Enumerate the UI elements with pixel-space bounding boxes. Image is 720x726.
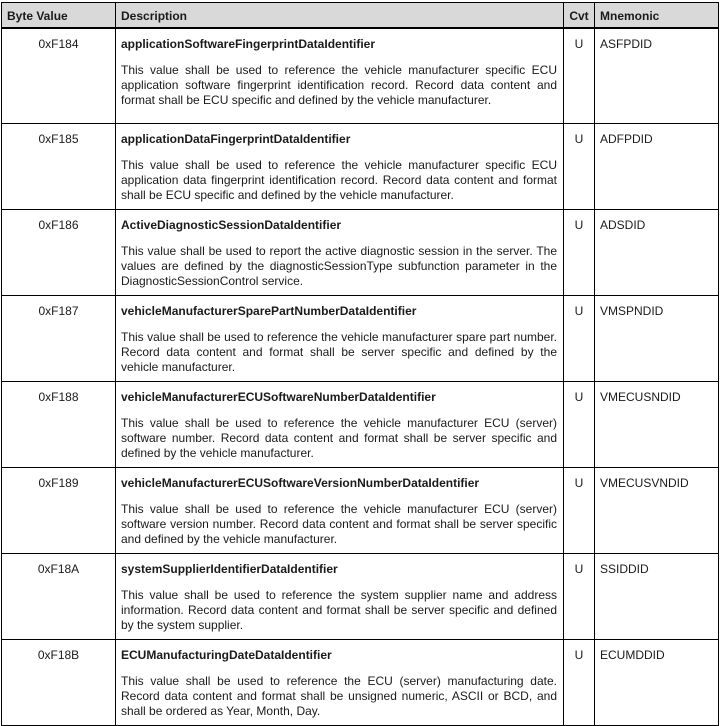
byte-value-cell: 0xF18B [2, 639, 116, 725]
byte-value-cell: 0xF185 [2, 123, 116, 209]
header-description: Description [116, 3, 564, 29]
mnemonic-cell: SSIDDID [595, 553, 719, 639]
table-row [2, 28, 719, 123]
cvt-cell: U [564, 639, 595, 725]
table-row [2, 553, 719, 639]
cvt-cell: U [564, 123, 595, 209]
byte-value-cell: 0xF188 [2, 381, 116, 467]
mnemonic-cell: ADSDID [595, 209, 719, 295]
description-text: This value shall be used to reference the vehicle manufacturer specific ECU application software fingerprint identification record. Record data content and format shall be ECU specific and defined by the vehicle manufacturer. [121, 63, 557, 107]
description-cell [116, 123, 564, 209]
description-text: This value shall be used to report the active diagnostic session in the server. The values are defined by the diagnosticSessionType subfunction parameter in the DiagnosticSessionControl service. [121, 243, 557, 288]
table-header-row [2, 3, 719, 29]
table-row [2, 639, 719, 725]
byte-value-cell: 0xF187 [2, 295, 116, 381]
identifier-name: ECUManufacturingDateDataIdentifier [121, 647, 332, 662]
byte-value-cell: 0xF186 [2, 209, 116, 295]
mnemonic-cell: ASFPDID [595, 28, 719, 123]
mnemonic-cell: VMSPNDID [595, 295, 719, 381]
description-cell [116, 381, 564, 467]
byte-value-cell: 0xF189 [2, 467, 116, 553]
did-table [1, 2, 719, 726]
description-cell [116, 467, 564, 553]
description-text: This value shall be used to reference the vehicle manufacturer specific ECU application data fingerprint identification record. Record data content and format shall be ECU specific and defined by the vehicle manufacturer. [121, 157, 557, 202]
description-text: This value shall be used to reference the vehicle manufacturer ECU (server) software number. Record data content and format shall be server specific and defined by the vehicle manufacturer. [121, 415, 557, 460]
mnemonic-cell: ECUMDDID [595, 639, 719, 725]
table-row [2, 295, 719, 381]
description-cell [116, 553, 564, 639]
description-cell [116, 295, 564, 381]
description-text: This value shall be used to reference the ECU (server) manufacturing date. Record data content and format shall be unsigned numeric, ASCII or BCD, and shall be ordered as Year, Month, Day. [121, 673, 557, 718]
cvt-cell: U [564, 553, 595, 639]
description-cell [116, 639, 564, 725]
mnemonic-cell: VMECUSVNDID [595, 467, 719, 553]
table-row [2, 467, 719, 553]
mnemonic-cell: VMECUSNDID [595, 381, 719, 467]
identifier-name: vehicleManufacturerSparePartNumberDataIdentifier [121, 303, 417, 318]
mnemonic-cell: ADFPDID [595, 123, 719, 209]
identifier-name: vehicleManufacturerECUSoftwareVersionNumberDataIdentifier [121, 475, 480, 490]
description-text: This value shall be used to reference the vehicle manufacturer spare part number. Record data content and format shall be server specific and defined by the vehicle manufacturer. [121, 329, 557, 374]
cvt-cell: U [564, 295, 595, 381]
identifier-name: vehicleManufacturerECUSoftwareNumberDataIdentifier [121, 389, 436, 404]
cvt-cell: U [564, 381, 595, 467]
table-row [2, 123, 719, 209]
header-byte-value: Byte Value [2, 3, 116, 29]
header-mnemonic: Mnemonic [595, 3, 719, 29]
identifier-name: applicationDataFingerprintDataIdentifier [121, 131, 351, 146]
cvt-cell: U [564, 28, 595, 123]
byte-value-cell: 0xF18A [2, 553, 116, 639]
header-cvt: Cvt [564, 3, 595, 29]
description-cell [116, 28, 564, 123]
table-row [2, 209, 719, 295]
cvt-cell: U [564, 209, 595, 295]
table-row [2, 381, 719, 467]
description-text: This value shall be used to reference the vehicle manufacturer ECU (server) software version number. Record data content and format shall be server specific and defined by the vehicle manufacturer. [121, 501, 557, 546]
identifier-name: applicationSoftwareFingerprintDataIdentifier [121, 37, 376, 51]
description-cell [116, 209, 564, 295]
identifier-name: systemSupplierIdentifierDataIdentifier [121, 561, 338, 576]
identifier-name: ActiveDiagnosticSessionDataIdentifier [121, 217, 342, 232]
cvt-cell: U [564, 467, 595, 553]
byte-value-cell: 0xF184 [2, 28, 116, 123]
description-text: This value shall be used to reference the system supplier name and address information. Record data content and format shall be server specific and defined by the system supplier. [121, 587, 557, 632]
